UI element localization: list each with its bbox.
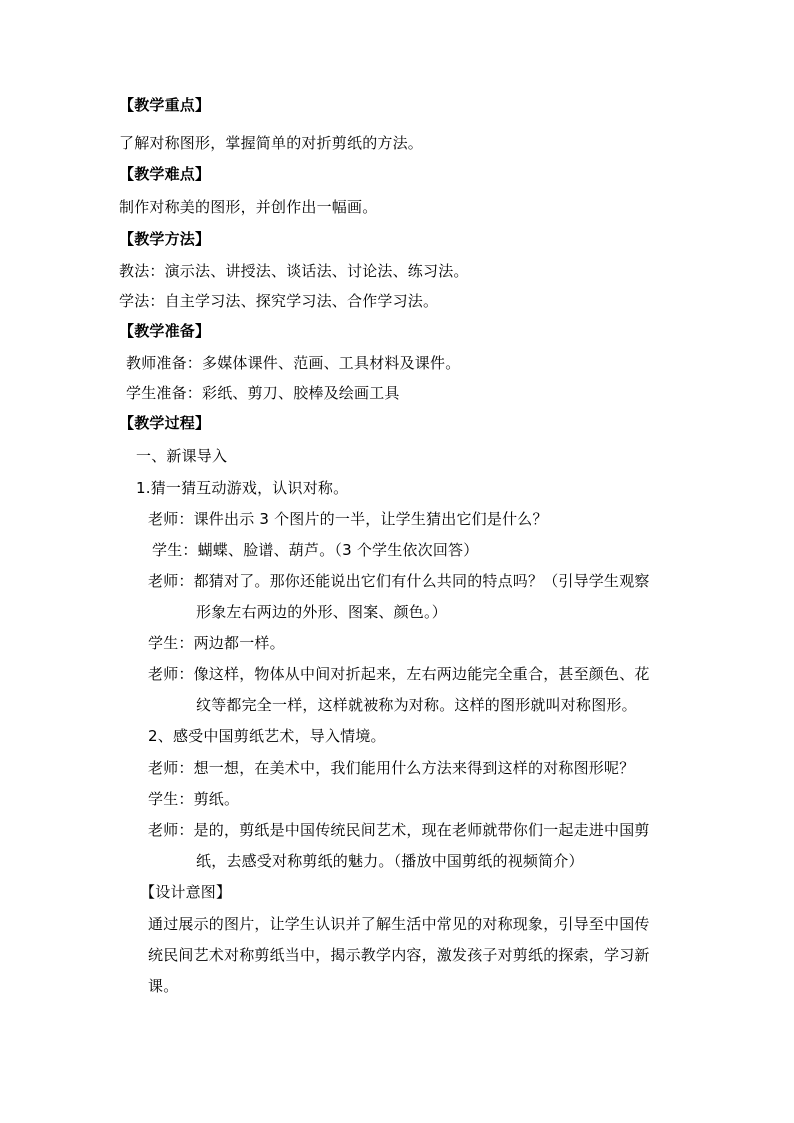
dialog1-line: 老师：都猜对了。那你还能说出它们有什么共同的特点吗？（引导学生观察: [148, 572, 650, 590]
dialog2-line: 学生：剪纸。: [148, 790, 240, 808]
dialog2-line: 纸，去感受对称剪纸的魅力。（播放中国剪纸的视频简介）: [196, 852, 584, 870]
student-preparation: 学生准备：彩纸、剪刀、胶棒及绘画工具: [126, 384, 400, 402]
dialog1-line: 纹等都完全一样，这样就被称为对称。这样的图形就叫对称图形。: [196, 696, 637, 714]
dialog1-line: 学生：两边都一样。: [148, 634, 285, 652]
step2-title: 2、感受中国剪纸艺术，导入情境。: [148, 727, 386, 745]
methods-heading: 【教学方法】: [119, 230, 211, 248]
process-heading: 【教学过程】: [119, 414, 211, 432]
dialog1-line: 老师：课件出示 3 个图片的一半，让学生猜出它们是什么？: [148, 510, 548, 528]
difficulties-text: 制作对称美的图形，并创作出一幅画。: [119, 198, 378, 216]
dialog1-line: 老师：像这样，物体从中间对折起来，左右两边能完全重合，甚至颜色、花: [148, 665, 650, 683]
preparation-heading: 【教学准备】: [119, 322, 211, 340]
design-intent-line: 统民间艺术对称剪纸当中，揭示教学内容，激发孩子对剪纸的探索，学习新: [148, 946, 650, 964]
part1-title: 一、新课导入: [136, 447, 228, 465]
learning-methods: 学法：自主学习法、探究学习法、合作学习法。: [119, 292, 439, 310]
dialog1-line: 形象左右两边的外形、图案、颜色。）: [196, 603, 447, 621]
teaching-methods: 教法：演示法、讲授法、谈话法、讨论法、练习法。: [119, 262, 469, 280]
design-intent-line: 课。: [148, 977, 179, 995]
step1-title: 1.猜一猜互动游戏，认识对称。: [136, 479, 349, 497]
key-points-text: 了解对称图形，掌握简单的对折剪纸的方法。: [119, 134, 424, 152]
key-points-heading: 【教学重点】: [119, 96, 211, 114]
design-intent-line: 通过展示的图片，让学生认识并了解生活中常见的对称现象，引导至中国传: [148, 915, 650, 933]
design-intent-heading: 【设计意图】: [140, 883, 232, 901]
dialog2-line: 老师：想一想，在美术中，我们能用什么方法来得到这样的对称图形呢？: [148, 759, 635, 777]
dialog1-line: 学生：蝴蝶、脸谱、葫芦。（3 个学生依次回答）: [152, 541, 479, 559]
teacher-preparation: 教师准备：多媒体课件、范画、工具材料及课件。: [126, 354, 461, 372]
difficulties-heading: 【教学难点】: [119, 165, 211, 183]
dialog2-line: 老师：是的，剪纸是中国传统民间艺术，现在老师就带你们一起走进中国剪: [148, 821, 650, 839]
